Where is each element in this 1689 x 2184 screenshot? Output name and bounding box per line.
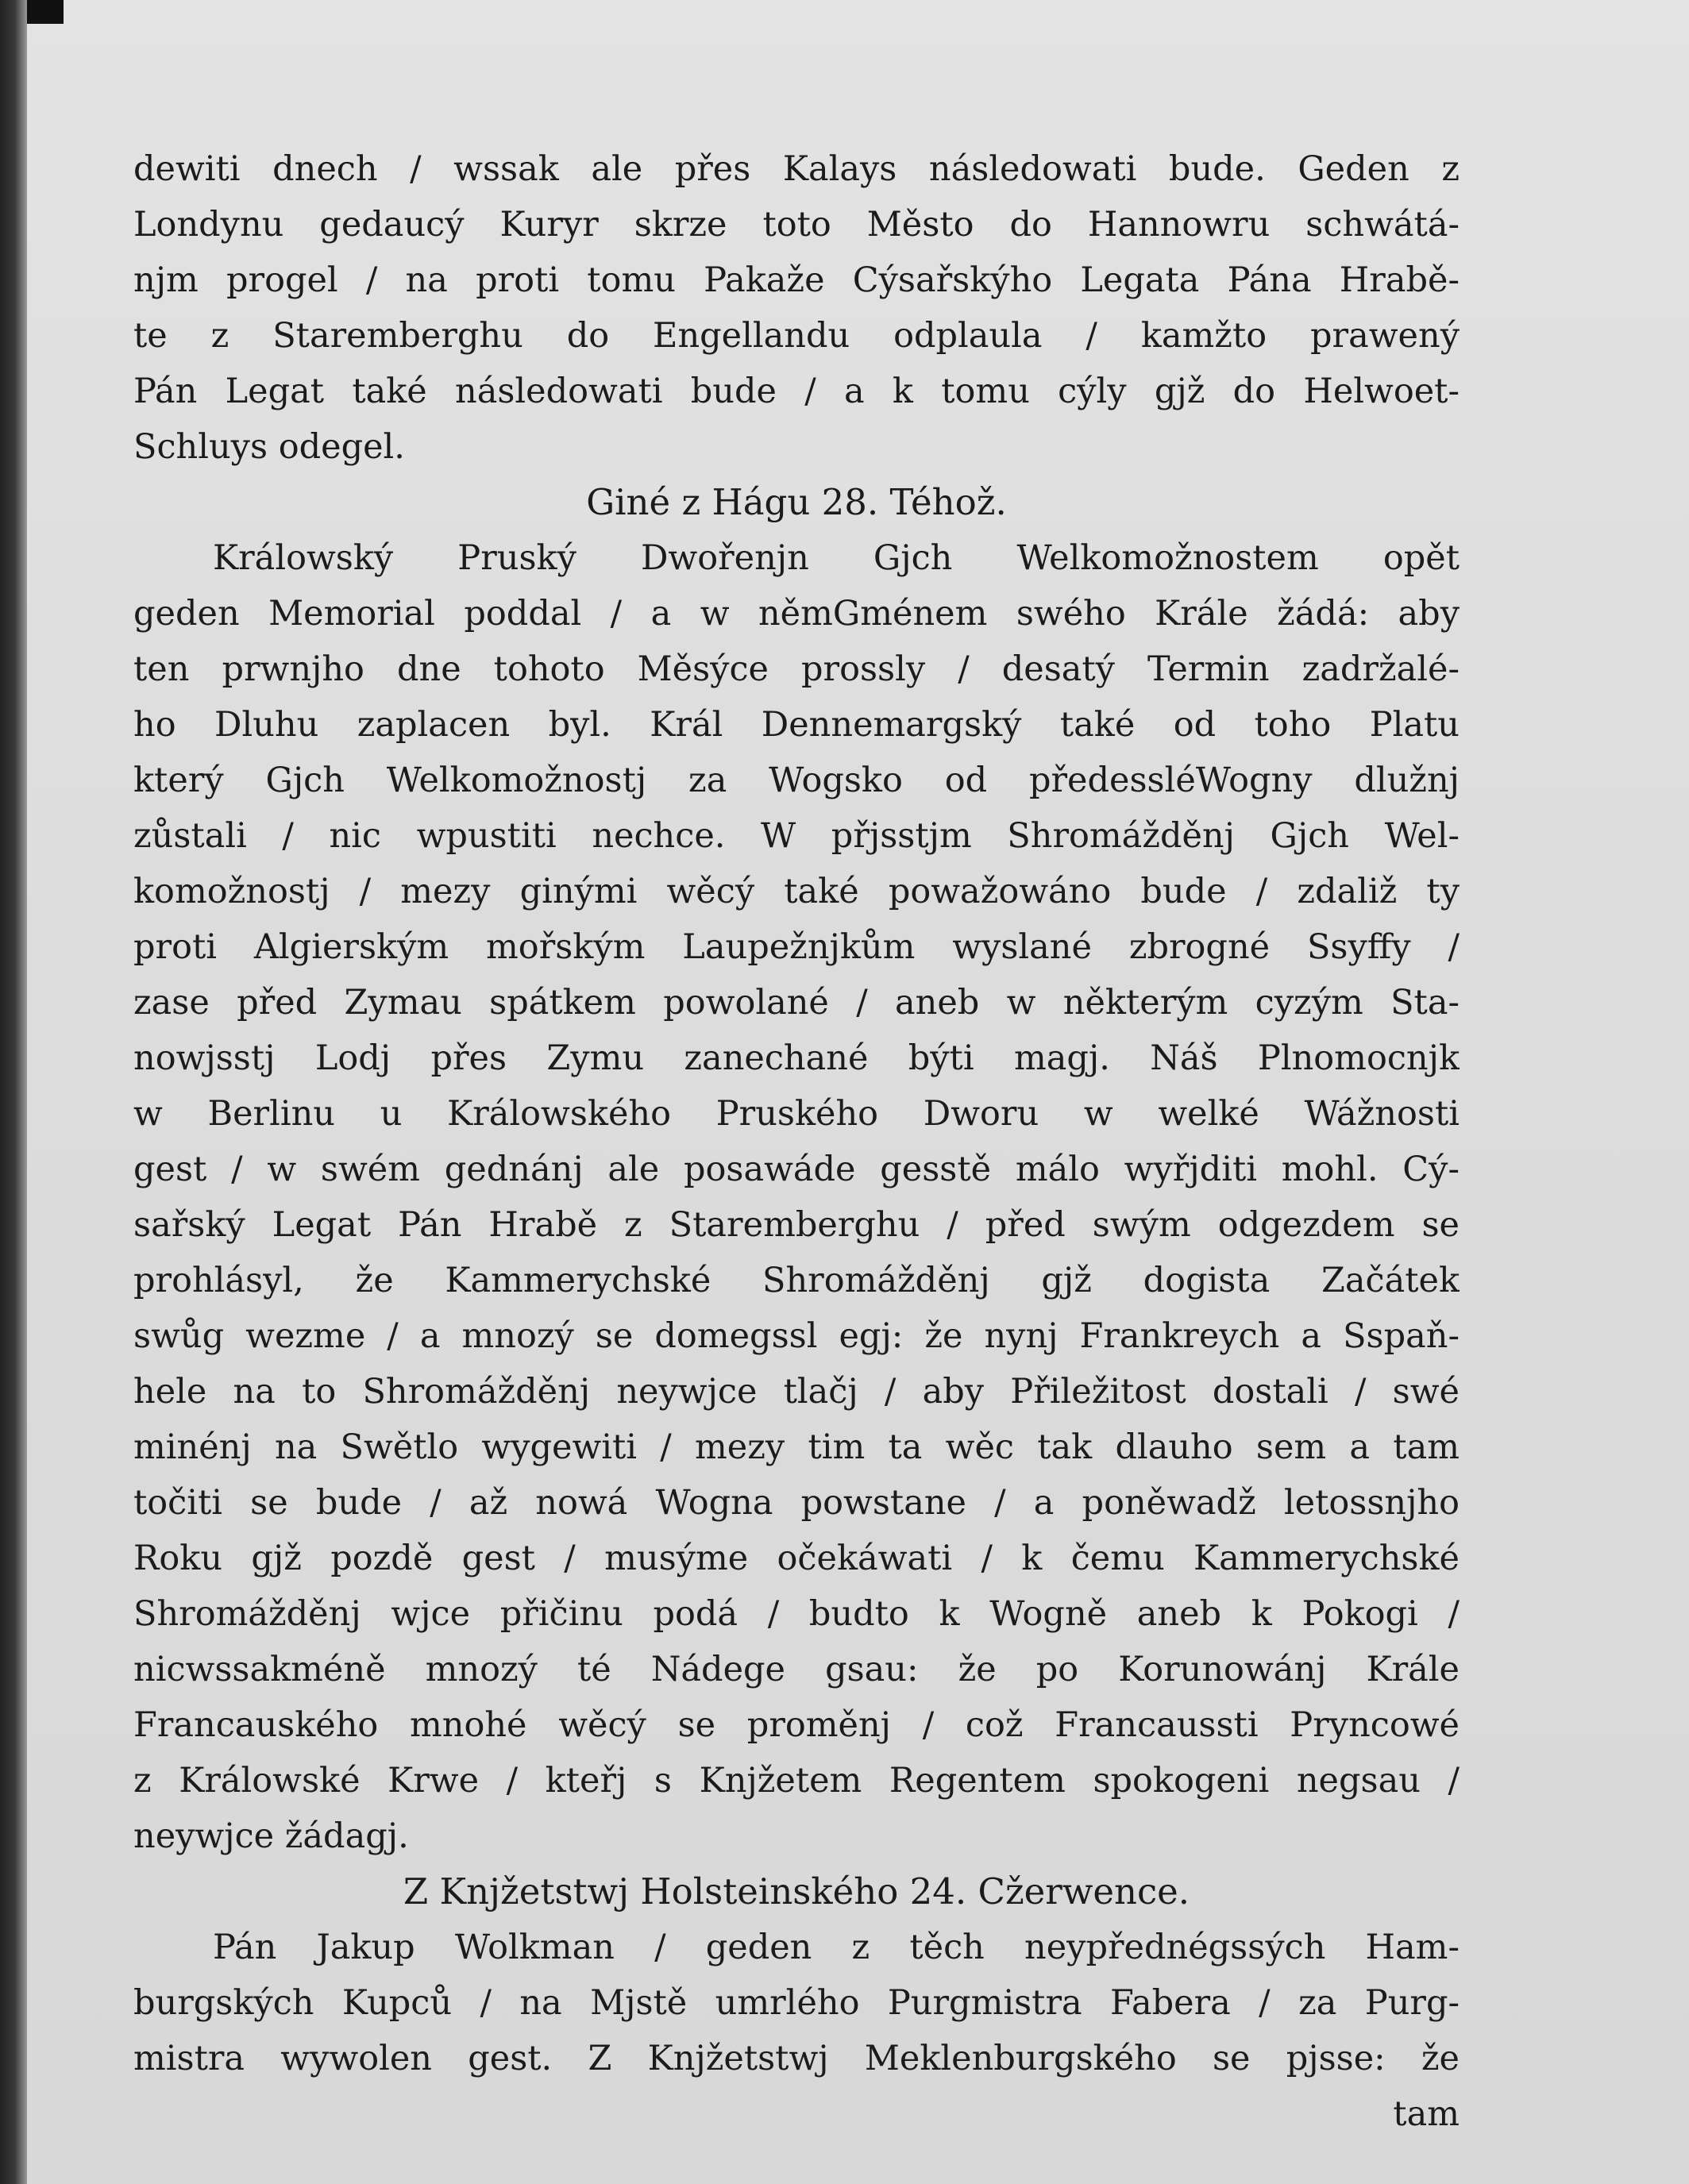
text-line: dewiti dnech / wssak ale přes Kalays následowati bude. Geden z — [133, 149, 1460, 189]
text-line: z Králowské Krwe / kteřj s Knjžetem Regentem spokogeni negsau / — [133, 1761, 1460, 1801]
text-line: mistra wywolen gest. Z Knjžetstwj Meklenburgského se pjsse: že — [133, 2039, 1460, 2078]
text-line: zůstali / nic wpustiti nechce. W přjsstjm Shromážděnj Gjch Wel- — [133, 816, 1460, 856]
text-line: prohlásyl, že Kammerychské Shromážděnj gjž dogista Začátek — [133, 1261, 1460, 1300]
text-line: minénj na Swětlo wygewiti / mezy tim ta wěc tak dlauho sem a tam — [133, 1427, 1460, 1467]
text-line: njm progel / na proti tomu Pakaže Cýsařskýho Legata Pána Hrabě- — [133, 260, 1460, 300]
text-line: w Berlinu u Králowského Pruského Dworu w welké Wážnosti — [133, 1094, 1460, 1134]
text-line: Schluys odegel. — [133, 427, 405, 467]
text-line: geden Memorial poddal / a w němGménem swého Krále žádá: aby — [133, 594, 1460, 634]
text-line: Londynu gedaucý Kuryr skrze toto Město do Hannowru schwátá- — [133, 205, 1460, 245]
section-heading: Giné z Hágu 28. Téhož. — [586, 481, 1007, 523]
text-line: zase před Zymau spátkem powolané / aneb w některým cyzým Sta- — [133, 983, 1460, 1023]
text-line: swůg wezme / a mnozý se domegssl egj: že nynj Frankreych a Sspaň- — [133, 1316, 1460, 1356]
text-line: který Gjch Welkomožnostj za Wogsko od předessléWogny dlužnj — [133, 761, 1460, 800]
text-line: Francauského mnohé wěcý se proměnj / což Francaussti Pryncowé — [133, 1705, 1460, 1745]
scan-corner-mark — [27, 0, 64, 24]
text-line: burgských Kupců / na Mjstě umrlého Purgmistra Fabera / za Purg- — [133, 1983, 1460, 2023]
text-line: te z Staremberghu do Engellandu odplaula / kamžto prawený — [133, 316, 1460, 356]
document-text — [133, 141, 1460, 2142]
text-line: Králowský Pruský Dwořenjn Gjch Welkomožnostem opět — [213, 538, 1460, 578]
text-line: sařský Legat Pán Hrabě z Staremberghu / před swým odgezdem se — [133, 1205, 1460, 1245]
text-line: Shromážděnj wjce přičinu podá / budto k Wogně aneb k Pokogi / — [133, 1594, 1460, 1634]
text-line: Pán Legat také následowati bude / a k tomu cýly gjž do Helwoet- — [133, 372, 1460, 411]
text-line: točiti se bude / až nowá Wogna powstane / a poněwadž letossnjho — [133, 1483, 1460, 1523]
text-line: nowjsstj Lodj přes Zymu zanechané býti magj. Náš Plnomocnjk — [133, 1038, 1460, 1078]
text-line: hele na to Shromážděnj neywjce tlačj / aby Přiležitost dostali / swé — [133, 1372, 1460, 1412]
text-line: Pán Jakup Wolkman / geden z těch neypřednégssých Ham- — [213, 1928, 1460, 1967]
text-line: proti Algierským mořským Laupežnjkům wyslané zbrogné Ssyffy / — [133, 927, 1460, 967]
text-line: nicwssakméně mnozý té Nádege gsau: že po Korunowánj Krále — [133, 1650, 1460, 1689]
text-line: Roku gjž pozdě gest / musýme očekáwati / k čemu Kammerychské — [133, 1539, 1460, 1578]
text-line: komožnostj / mezy ginými wěcý také powažowáno bude / zdaliž ty — [133, 872, 1460, 911]
section-heading: Z Knjžetstwj Holsteinského 24. Cžerwence. — [403, 1870, 1190, 1912]
text-line: ho Dluhu zaplacen byl. Král Dennemargský také od toho Platu — [133, 705, 1460, 745]
text-line: neywjce žádagj. — [133, 1816, 409, 1856]
text-line: gest / w swém gednánj ale posawáde gesstě málo wyřjditi mohl. Cý- — [133, 1150, 1460, 1189]
book-binding-edge — [0, 0, 27, 2184]
text-line: ten prwnjho dne tohoto Měsýce prossly / desatý Termin zadržalé- — [133, 649, 1460, 689]
catchword: tam — [1393, 2094, 1460, 2134]
